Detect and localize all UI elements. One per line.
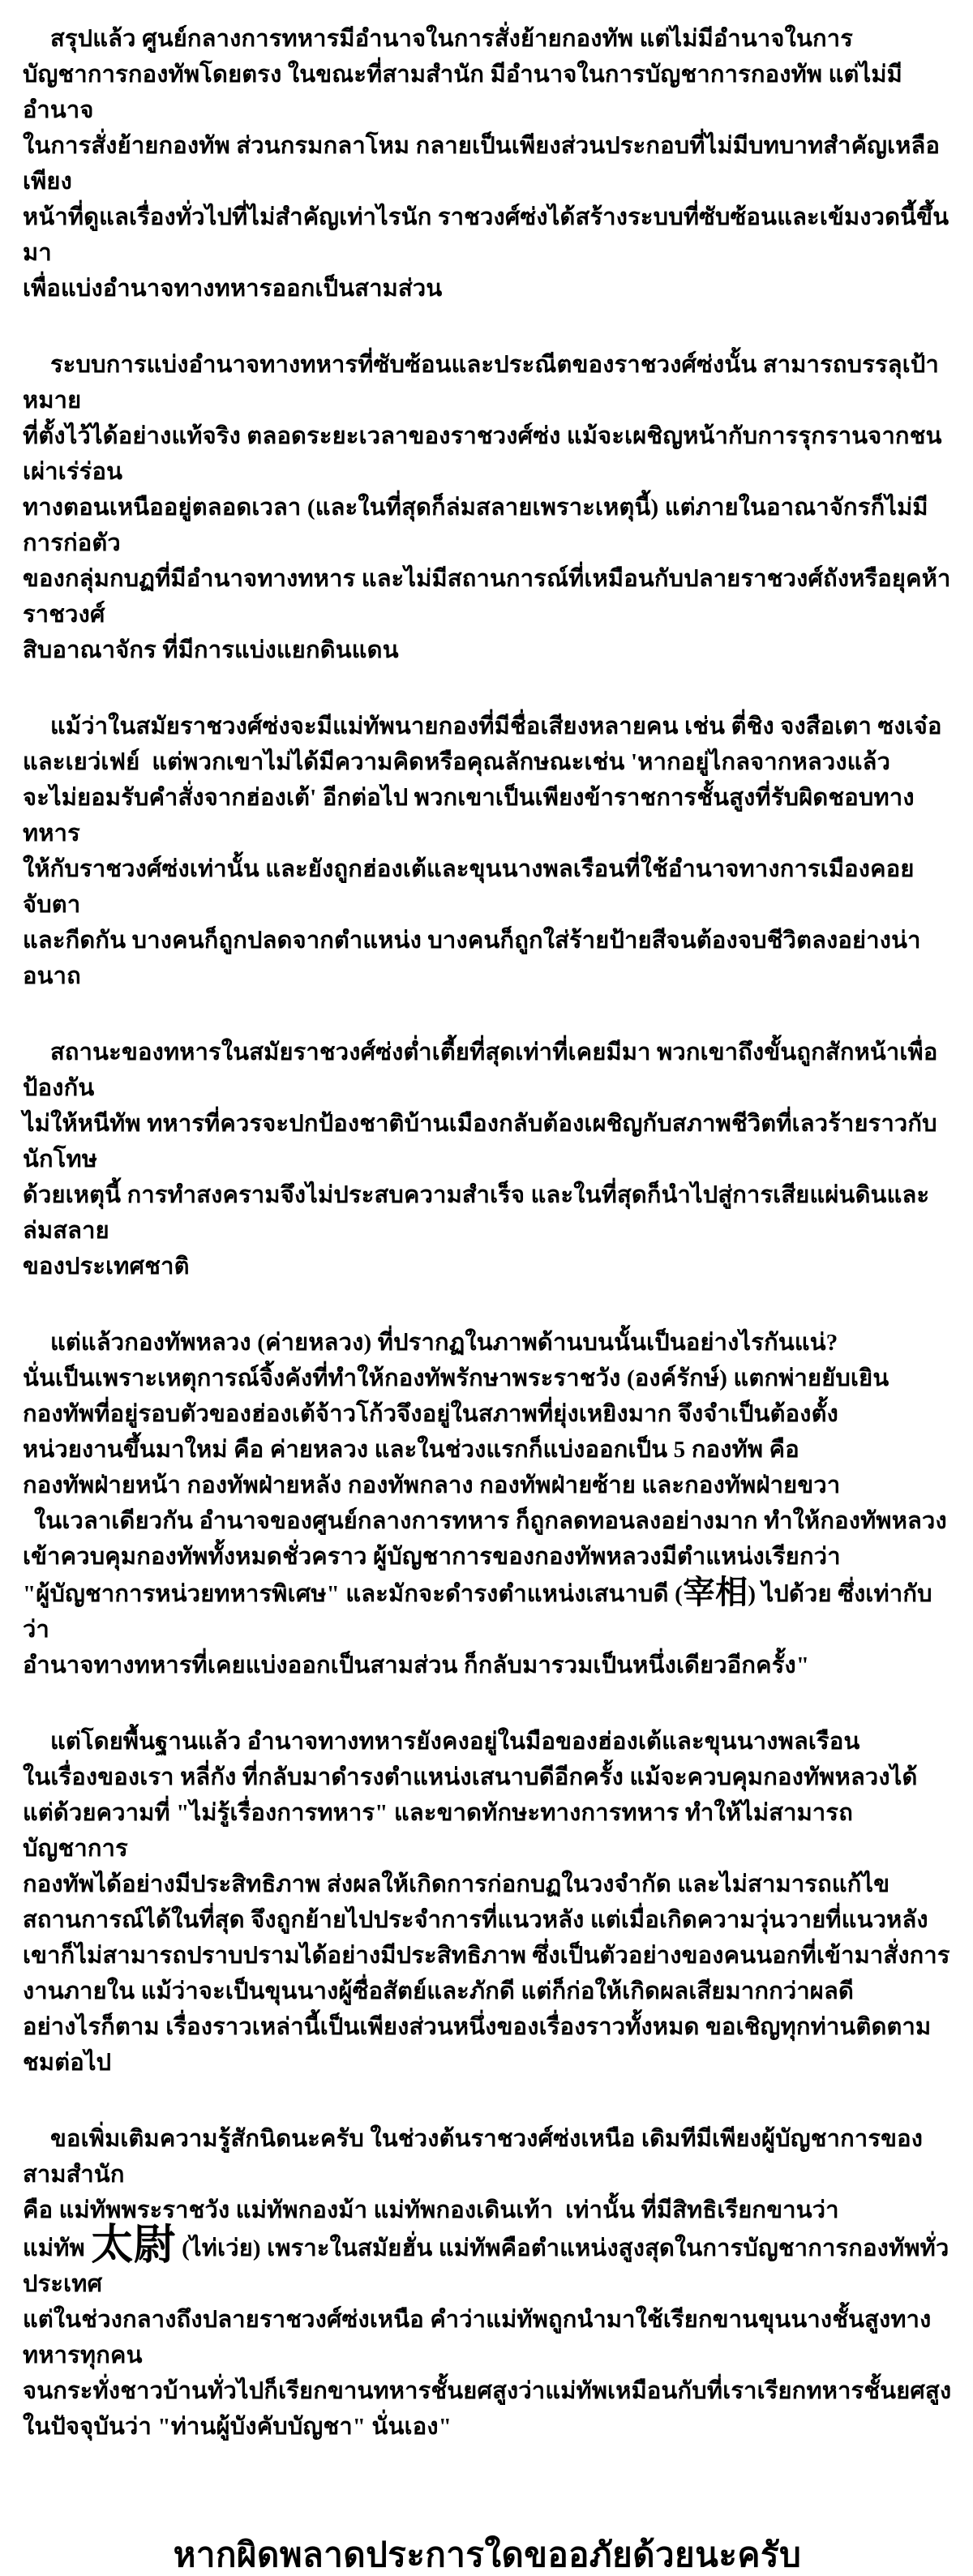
text-line: และกีดกัน บางคนก็ถูกปลดจากตำแหน่ง บางคนก็ถูกใส่ร้ายป้ายสีจนต้องจบชีวิตลงอย่างน่าอนาถ bbox=[23, 928, 921, 989]
text-line: เพื่อแบ่งอำนาจทางทหารออกเป็นสามส่วน bbox=[23, 276, 443, 302]
text-segment: (ไท่เว่ย) เพราะในสมัยฮั่น แม่ทัพคือตำแหน่งสูงสุดในการบัญชาการกองทัพทั่วประเทศ bbox=[23, 2235, 949, 2297]
text-line: เข้าควบคุมกองทัพทั้งหมดชั่วคราว ผู้บัญชาการของกองทัพหลวงมีตำแหน่งเรียกว่า bbox=[23, 1544, 841, 1570]
paragraph-2 bbox=[23, 347, 952, 668]
paragraph-6 bbox=[23, 1724, 952, 2081]
text-line: ของประเทศชาติ bbox=[23, 1254, 190, 1279]
paragraph-7 bbox=[23, 2121, 952, 2445]
text-line-with-cjk bbox=[23, 1575, 952, 1648]
text-line: ในการสั่งย้ายกองทัพ ส่วนกรมกลาโหม กลายเป็นเพียงส่วนประกอบที่ไม่มีบทบาทสำคัญเหลือเพียง bbox=[23, 133, 941, 195]
paragraph-3 bbox=[23, 709, 952, 994]
text-line: บัญชาการกองทัพโดยตรง ในขณะที่สามสำนัก มีอำนาจในการบัญชาการกองทัพ แต่ไม่มีอำนาจ bbox=[23, 62, 902, 123]
text-line: เขาก็ไม่สามารถปราบปรามได้อย่างมีประสิทธิภาพ ซึ่งเป็นตัวอย่างของคนนอกที่เข้ามาสั่งการ bbox=[23, 1943, 950, 1969]
text-line-with-cjk bbox=[23, 2222, 952, 2302]
text-line: กองทัพได้อย่างมีประสิทธิภาพ ส่งผลให้เกิดการก่อกบฏในวงจำกัด และไม่สามารถแก้ไข bbox=[23, 1871, 890, 1897]
footer-apology-text: หากผิดพลาดประการใดขออภัยด้วยนะครับ bbox=[173, 2537, 802, 2574]
paragraph-1 bbox=[23, 21, 952, 306]
text-line: ของกลุ่มกบฏที่มีอำนาจทางทหาร และไม่มีสถานการณ์ที่เหมือนกับปลายราชวงศ์ถังหรือยุคห้าราชวงศ์ bbox=[23, 566, 951, 628]
text-line: ขอเพิ่มเติมความรู้สักนิดนะครับ ในช่วงต้นราชวงศ์ซ่งเหนือ เดิมทีมีเพียงผู้บัญชาการของสามสำนัก bbox=[23, 2126, 924, 2188]
text-line: สถานการณ์ได้ในที่สุด จึงถูกย้ายไปประจำการที่แนวหลัง แต่เมื่อเกิดความวุ่นวายที่แนวหลัง bbox=[23, 1907, 928, 1933]
paragraph-4 bbox=[23, 1035, 952, 1284]
text-line: ในปัจจุบันว่า "ท่านผู้บังคับบัญชา" นั่นเอง" bbox=[23, 2414, 452, 2440]
text-line: แม้ว่าในสมัยราชวงศ์ซ่งจะมีแม่ทัพนายกองที่มีชื่อเสียงหลายคน เช่น ตี่ชิง จงสือเตา ซงเจ๋อ bbox=[50, 714, 942, 739]
paragraph-5 bbox=[23, 1325, 952, 1683]
text-line: อย่างไรก็ตาม เรื่องราวเหล่านี้เป็นเพียงส่วนหนึ่งของเรื่องราวทั้งหมด ขอเชิญทุกท่านติดตามชมต่อไป bbox=[23, 2014, 932, 2076]
text-line: ในเวลาเดียวกัน อำนาจของศูนย์กลางการทหาร ก็ถูกลดทอนลงอย่างมาก ทำให้กองทัพหลวง bbox=[34, 1508, 947, 1534]
text-line: สิบอาณาจักร ที่มีการแบ่งแยกดินแดน bbox=[23, 637, 399, 663]
text-segment: "ผู้บัญชาการหน่วยทหารพิเศษ" และมักจะดำรงตำแหน่งเสนาบดี ( bbox=[23, 1581, 683, 1607]
text-line: แต่ด้วยความที่ "ไม่รู้เรื่องการทหาร" และขาดทักษะทางการทหาร ทำให้ไม่สามารถบัญชาการ bbox=[23, 1800, 853, 1862]
text-line: สรุปแล้ว ศูนย์กลางการทหารมีอำนาจในการสั่งย้ายกองทัพ แต่ไม่มีอำนาจในการ bbox=[50, 26, 854, 52]
text-line: ให้กับราชวงศ์ซ่งเท่านั้น และยังถูกฮ่องเต้และขุนนางพลเรือนที่ใช้อำนาจทางการเมืองคอยจับตา bbox=[23, 856, 915, 918]
cjk-term-taiwei: 太尉 bbox=[91, 2222, 176, 2269]
text-line: อำนาจทางทหารที่เคยแบ่งออกเป็นสามส่วน ก็กลับมารวมเป็นหนึ่งเดียวอีกครั้ง" bbox=[23, 1652, 810, 1678]
text-line: แต่ในช่วงกลางถึงปลายราชวงศ์ซ่งเหนือ คำว่าแม่ทัพถูกนำมาใช้เรียกขานขุนนางชั้นสูงทางทหารทุกคน bbox=[23, 2307, 932, 2368]
text-line: งานภายใน แม้ว่าจะเป็นขุนนางผู้ซื่อสัตย์และภักดี แต่ก็ก่อให้เกิดผลเสียมากกว่าผลดี bbox=[23, 1978, 855, 2004]
text-line: กองทัพที่อยู่รอบตัวของฮ่องเต้จ้าวโก้วจึงอยู่ในสภาพที่ยุ่งเหยิงมาก จึงจำเป็นต้องตั้ง bbox=[23, 1401, 839, 1427]
text-line: นั่นเป็นเพราะเหตุการณ์จิ้งคังที่ทำให้กองทัพรักษาพระราชวัง (องค์รักษ์) แตกพ่ายยับเยิน bbox=[23, 1365, 889, 1391]
text-line: จนกระทั่งชาวบ้านทั่วไปก็เรียกขานทหารชั้นยศสูงว่าแม่ทัพเหมือนกับที่เราเรียกทหารชั้นยศสูง bbox=[23, 2378, 952, 2404]
text-line: ไม่ให้หนีทัพ ทหารที่ควรจะปกป้องชาติบ้านเมืองกลับต้องเผชิญกับสภาพชีวิตที่เลวร้ายราวกับนักโทษ bbox=[23, 1111, 937, 1172]
text-line: คือ แม่ทัพพระราชวัง แม่ทัพกองม้า แม่ทัพกองเดินเท้า เท่านั้น ที่มีสิทธิเรียกขานว่า bbox=[23, 2197, 839, 2223]
text-line: และเยว่เฟย์ แต่พวกเขาไม่ได้มีความคิดหรือคุณลักษณะเช่น 'หากอยู่ไกลจากหลวงแล้ว bbox=[23, 749, 891, 775]
text-line: หน่วยงานขึ้นมาใหม่ คือ ค่ายหลวง และในช่วงแรกก็แบ่งออกเป็น 5 กองทัพ คือ bbox=[23, 1437, 799, 1463]
text-line: จะไม่ยอมรับคำสั่งจากฮ่องเต้' อีกต่อไป พวกเขาเป็นเพียงข้าราชการชั้นสูงที่รับผิดชอบทางทหาร bbox=[23, 785, 915, 847]
cjk-term-zaixiang: 宰相 bbox=[682, 1574, 748, 1610]
text-line: แต่แล้วกองทัพหลวง (ค่ายหลวง) ที่ปรากฏในภาพด้านบนนั้นเป็นอย่างไรกันแน่? bbox=[50, 1330, 838, 1356]
text-line: กองทัพฝ่ายหน้า กองทัพฝ่ายหลัง กองทัพกลาง กองทัพฝ่ายซ้าย และกองทัพฝ่ายขวา bbox=[23, 1472, 841, 1498]
text-line: ที่ตั้งไว้ได้อย่างแท้จริง ตลอดระยะเวลาของราชวงศ์ซ่ง แม้จะเผชิญหน้ากับการรุกรานจากชนเผ่าเร่ร่อน bbox=[23, 423, 942, 485]
text-segment: แม่ทัพ bbox=[23, 2235, 92, 2261]
text-line: สถานะของทหารในสมัยราชวงศ์ซ่งต่ำเตี้ยที่สุดเท่าที่เคยมีมา พวกเขาถึงขั้นถูกสักหน้าเพื่อป้องกัน bbox=[23, 1039, 938, 1101]
text-line: ทางตอนเหนืออยู่ตลอดเวลา (และในที่สุดก็ล่มสลายเพราะเหตุนี้) แต่ภายในอาณาจักรก็ไม่มีการก่อตัว bbox=[23, 495, 928, 556]
text-segment: ) ไปด้วย ซึ่งเท่ากับว่า bbox=[23, 1581, 932, 1643]
text-line: แต่โดยพื้นฐานแล้ว อำนาจทางทหารยังคงอยู่ในมือของฮ่องเต้และขุนนางพลเรือน bbox=[50, 1729, 860, 1755]
text-line: หน้าที่ดูแลเรื่องทั่วไปที่ไม่สำคัญเท่าไรนัก ราชวงศ์ซ่งได้สร้างระบบที่ซับซ้อนและเข้มงวดนี้ขึ้นมา bbox=[23, 204, 949, 266]
text-line: ด้วยเหตุนี้ การทำสงครามจึงไม่ประสบความสำเร็จ และในที่สุดก็นำไปสู่การเสียแผ่นดินและล่มสลาย bbox=[23, 1182, 930, 1244]
text-line: ระบบการแบ่งอำนาจทางทหารที่ซับซ้อนและประณีตของราชวงศ์ซ่งนั้น สามารถบรรลุเป้าหมาย bbox=[23, 352, 939, 414]
text-line: ในเรื่องของเรา หลี่กัง ที่กลับมาดำรงตำแหน่งเสนาบดีอีกครั้ง แม้จะควบคุมกองทัพหลวงได้ bbox=[23, 1764, 918, 1790]
